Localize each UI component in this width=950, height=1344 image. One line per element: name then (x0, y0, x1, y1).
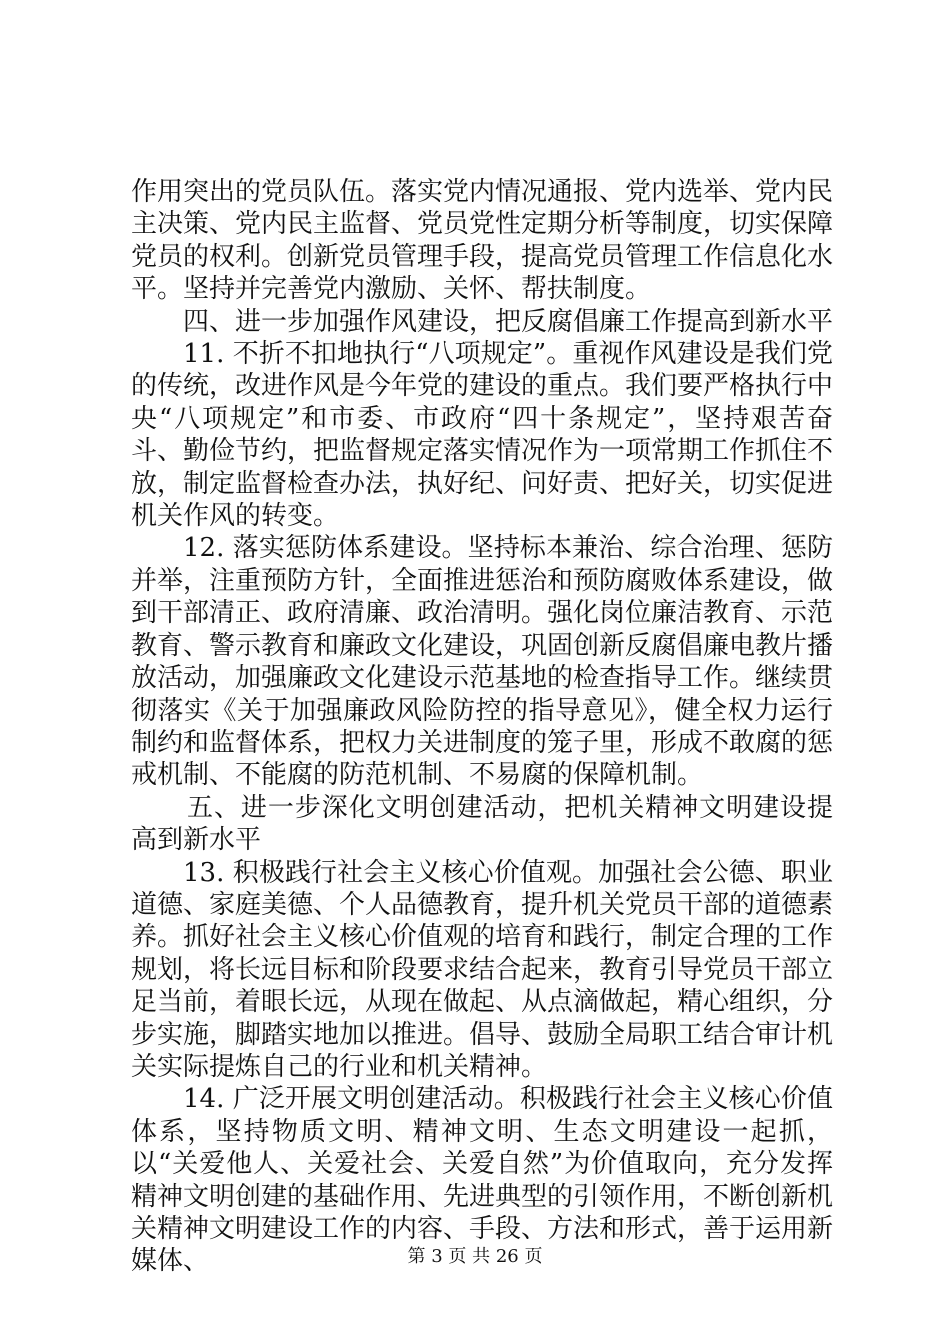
section-heading-5: 五、进一步深化文明创建活动，把机关精神文明建设提高到新水平 (131, 792, 833, 856)
section-heading-4: 四、进一步加强作风建设，把反腐倡廉工作提高到新水平 (183, 306, 834, 337)
paragraph-item-11: 11. 不折不扣地执行“八项规定”。重视作风建设是我们党的传统，改进作风是今年党的建设的重点。我们要严格执行中央“八项规定”和市委、市政府“四十条规定”，坚持艰苦奋斗、勤俭节约，把监督规定落实情况作为一项常期工作抓住不放，制定监督检查办法，执好纪、问好责、把好关，切实促进机关作风的转变。 (131, 339, 834, 532)
page-number-footer: 第 3 页 共 26 页 (407, 1246, 543, 1267)
paragraph-item-14: 14. 广泛开展文明创建活动。积极践行社会主义核心价值体系，坚持物质文明、精神文明、生态文明建设一起抓，以“关爱他人、关爱社会、关爱自然”为价值取向，充分发挥精神文明创建的基础作用、先进典型的引领作用，不断创新机关精神文明建设工作的内容、手段、方法和形式，善于运用新媒体、 (131, 1084, 834, 1277)
paragraph-continuation: 作用突出的党员队伍。落实党内情况通报、党内选举、党内民主决策、党内民主监督、党员党性定期分析等制度，切实保障党员的权利。创新党员管理手段，提高党员管理工作信息化水平。坚持并完善党内激励、关怀、帮扶制度。 (131, 177, 834, 305)
paragraph-item-12: 12. 落实惩防体系建设。坚持标本兼治、综合治理、惩防并举，注重预防方针，全面推进惩治和预防腐败体系建设，做到干部清正、政府清廉、政治清明。强化岗位廉洁教育、示范教育、警示教育和廉政文化建设，巩固创新反腐倡廉电教片播放活动，加强廉政文化建设示范基地的检查指导工作。继续贯彻落实《关于加强廉政风险防控的指导意见》，健全权力运行制约和监督体系，把权力关进制度的笼子里，形成不敢腐的惩戒机制、不能腐的防范机制、不易腐的保障机制。 (131, 533, 834, 791)
document-body (131, 176, 833, 1278)
paragraph-item-13: 13. 积极践行社会主义核心价值观。加强社会公德、职业道德、家庭美德、个人品德教育，提升机关党员干部的道德素养。抓好社会主义核心价值观的培育和践行，制定合理的工作规划，将长远目标和阶段要求结合起来，教育引导党员干部立足当前，着眼长远，从现在做起、从点滴做起，精心组织，分步实施，脚踏实地加以推进。倡导、鼓励全局职工结合审计机关实际提炼自己的行业和机关精神。 (131, 857, 834, 1082)
